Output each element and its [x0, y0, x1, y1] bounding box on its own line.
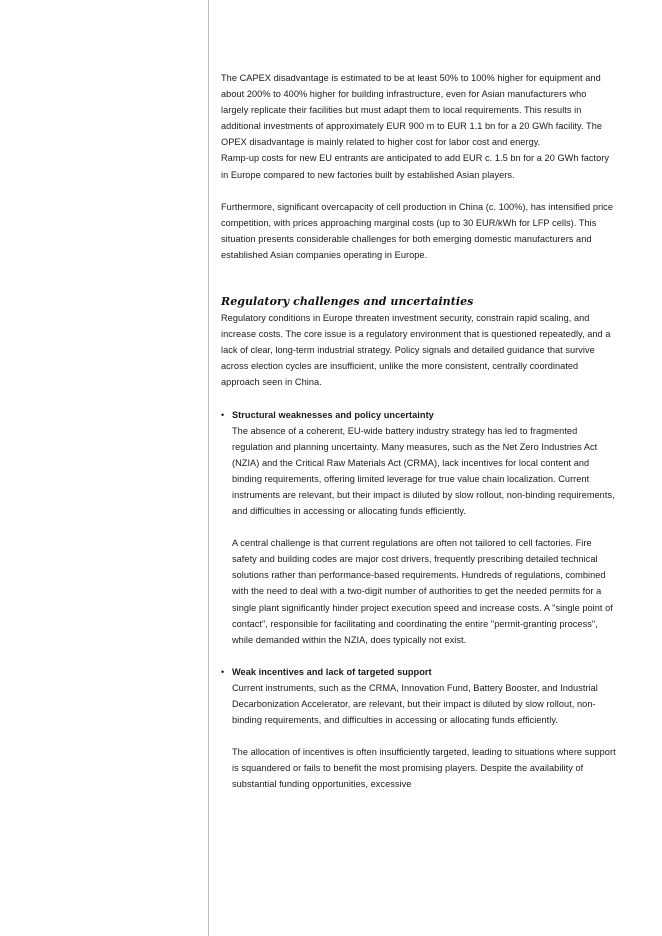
section-intro-paragraph: Regulatory conditions in Europe threaten investment security, constrain rapid scaling, and increase costs. The core issue is a regulatory environment that is questioned repeatedly, and a lack of clear, long-term industrial strategy. Policy signals and detailed guidance that survive across election cycles are insufficient, unlike the more consistent, centrally coordinated approach seen in China.	[221, 313, 611, 388]
bullet-title: Structural weaknesses and policy uncertainty	[232, 409, 434, 420]
page-body	[221, 70, 616, 792]
ramp-up-paragraph: Ramp-up costs for new EU entrants are anticipated to add EUR c. 1.5 bn for a 20 GWh factory in Europe compared to new factories built by established Asian players.	[221, 153, 610, 180]
bullet-title: Weak incentives and lack of targeted support	[232, 666, 432, 677]
bullet-paragraph: A central challenge is that current regulations are often not tailored to cell factories. Fire safety and building codes are major cost drivers, frequently prescribing detailed technical solutions rather than performance-based requirements. Hundreds of regulations, combined with the need to deal with a two-digit number of authorities to get the needed permits for a single plant significantly hinder project execution speed and increase costs. A "single point of contact", responsible for facilitating and coordinating the entire "permit-granting process", while demanded within the NZIA, does typically not exist.	[232, 538, 613, 645]
bullet-item-structural-weaknesses	[221, 407, 616, 648]
bullet-item-weak-incentives	[221, 664, 616, 793]
bullet-paragraph: The absence of a coherent, EU-wide battery industry strategy has led to fragmented regulation and planning uncertainty. Many measures, such as the Net Zero Industries Act (NZIA) and the Critical Raw Materials Act (CRMA), lack incentives for local content and binding requirements, offering limited leverage for true value chain localization. Current instruments are relevant, but their impact is diluted by slow rollout, non-binding requirements, and difficulties in accessing or allocating funds efficiently.	[232, 425, 615, 517]
page-margin-rule	[208, 0, 209, 936]
capex-paragraph: The CAPEX disadvantage is estimated to be at least 50% to 100% higher for equipment and about 200% to 400% higher for building infrastructure, even for Asian manufacturers who largely replicate their facilities but must adapt them to local requirements. This results in additional investments of approximately EUR 900 m to EUR 1.1 bn for a 20 GWh facility. The OPEX disadvantage is mainly related to higher cost for labor cost and energy.	[221, 73, 603, 148]
bullet-marker: •	[221, 409, 225, 420]
overcapacity-paragraph: Furthermore, significant overcapacity of cell production in China (c. 100%), has intensified price competition, with prices approaching marginal costs (up to 30 EUR/kWh for LFP cells). This situation presents considerable challenges for both emerging domestic manufacturers and established Asian companies operating in Europe.	[221, 201, 613, 260]
section-heading: Regulatory challenges and uncertainties	[221, 295, 474, 309]
bullet-marker: •	[221, 666, 225, 677]
bullet-paragraph: The allocation of incentives is often insufficiently targeted, leading to situations where support is squandered or fails to benefit the most promising players. Despite the availability of substantial funding opportunities, excessive	[232, 747, 616, 790]
bullet-list	[221, 407, 616, 793]
bullet-paragraph: Current instruments, such as the CRMA, Innovation Fund, Battery Booster, and Industrial Decarbonization Accelerator, are relevant, but their impact is diluted by slow rollout, non-binding requirements, and difficulties in accessing or allocating funds efficiently.	[232, 682, 598, 726]
